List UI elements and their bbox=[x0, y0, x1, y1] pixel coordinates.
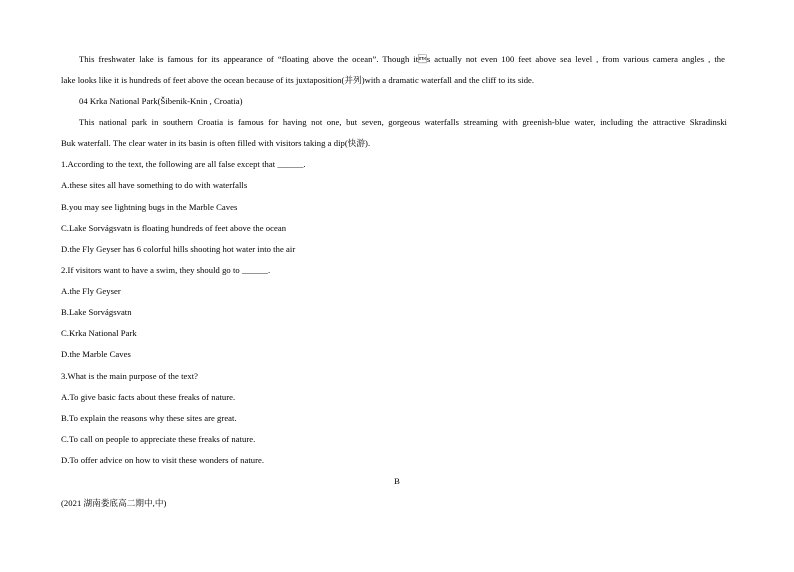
question-1-option-b: B.you may see lightning bugs in the Marble Caves bbox=[61, 202, 238, 212]
question-2-option-b: B.Lake Sorvágsvatn bbox=[61, 307, 132, 317]
passage-paragraph-2-line-2: Buk waterfall. The clear water in its basin is often filled with visitors taking a dip(快游). bbox=[61, 138, 371, 148]
question-3-option-c: C.To call on people to appreciate these freaks of nature. bbox=[61, 434, 256, 444]
question-2-option-a: A.the Fly Geyser bbox=[61, 286, 121, 296]
question-2-option-d: D.the Marble Caves bbox=[61, 349, 131, 359]
question-3-stem: 3.What is the main purpose of the text? bbox=[61, 371, 199, 381]
question-2-stem: 2.If visitors want to have a swim, they should go to ______. bbox=[61, 265, 271, 275]
question-3-option-a: A.To give basic facts about these freaks of nature. bbox=[61, 392, 236, 402]
question-3-option-b: B.To explain the reasons why these sites are great. bbox=[61, 413, 237, 423]
question-1-option-d: D.the Fly Geyser has 6 colorful hills shooting hot water into the air bbox=[61, 244, 296, 254]
passage-paragraph-2-line-1: This national park in southern Croatia is famous for having not one, but seven, gorgeous waterfalls streaming with greenish-blue water, including the attractive Skradinski bbox=[79, 117, 727, 127]
question-1-option-c: C.Lake Sorvágsvatn is floating hundreds of feet above the ocean bbox=[61, 223, 287, 233]
question-2-option-c: C.Krka National Park bbox=[61, 328, 137, 338]
passage-paragraph-1-line-2: lake looks like it is hundreds of feet above the ocean because of its juxtaposition(并列)with a dramatic waterfall and the cliff to its side. bbox=[61, 75, 535, 85]
section-heading: 04 Krka National Park(Šibenik-Knin , Croatia) bbox=[79, 96, 243, 106]
question-1-option-a: A.these sites all have something to do with waterfalls bbox=[61, 180, 248, 190]
question-3-option-d: D.To offer advice on how to visit these wonders of nature. bbox=[61, 455, 265, 465]
question-1-stem: 1.According to the text, the following are all false except that ______. bbox=[61, 159, 306, 169]
section-letter: B bbox=[394, 476, 400, 486]
passage-paragraph-1-line-1: This freshwater lake is famous for its appearance of “floating above the ocean”. Though its actually not even 100 feet above sea level , from various camera angles , the bbox=[79, 54, 725, 64]
source-note: (2021 湖南娄底高二期中,中) bbox=[61, 498, 167, 508]
